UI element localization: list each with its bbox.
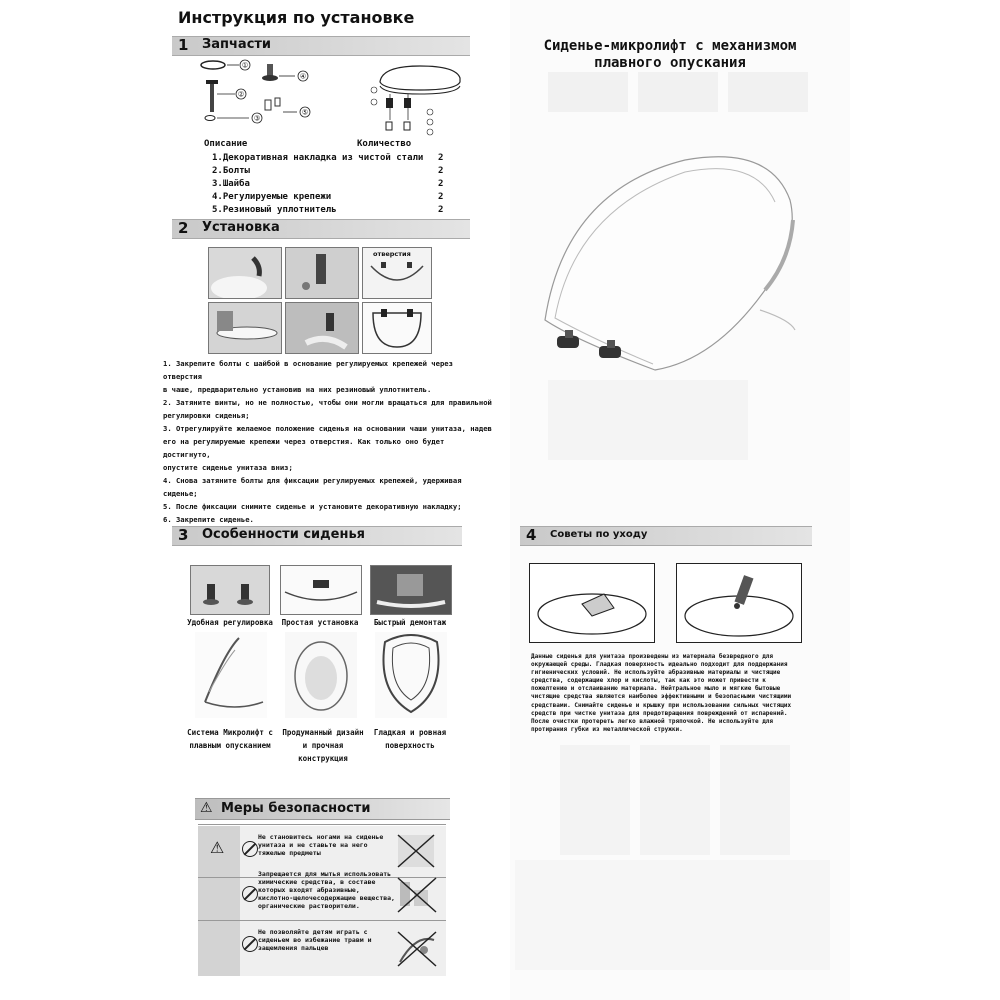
callout-4: ④ <box>299 72 307 81</box>
care-illustration-spray <box>676 563 802 643</box>
section-bar-features <box>172 526 462 546</box>
part-qty: 2 <box>438 179 444 189</box>
care-text-line: Данные сиденья для унитаза произведены из материала безвредного для <box>531 653 774 660</box>
feature-photo-adjust <box>190 565 270 615</box>
feature-photo-surface <box>375 632 447 718</box>
photo-label-holes: отверстия <box>373 250 411 258</box>
section-label: Советы по уходу <box>550 529 648 540</box>
callout-1: ① <box>241 61 249 70</box>
section-label: Установка <box>202 220 280 235</box>
ghost-print <box>515 860 830 970</box>
part-qty: 2 <box>438 153 444 163</box>
install-step-line: 5. После фиксации снимите сиденье и установите декоративную накладку; <box>163 502 462 511</box>
parts-list-header <box>204 139 504 149</box>
section-number: 2 <box>178 219 189 237</box>
care-text-line: средствами. Снимайте сиденье и крышку при использовании сильных чистящих <box>531 701 792 709</box>
parts-list-item <box>212 179 472 189</box>
parts-diagram <box>195 56 330 128</box>
part-qty: 2 <box>438 205 444 215</box>
care-text-line: протирания губки из металлической стружки. <box>531 725 683 733</box>
section-bar-care <box>520 526 812 546</box>
feature-photo-design <box>285 632 357 718</box>
feature-photo-removal <box>370 565 452 615</box>
feature-caption: Удобная регулировка <box>187 618 273 627</box>
care-text-line: средств при чистке унитаза для предотвращения повреждений от испарений. <box>531 709 788 717</box>
feature-caption: Гладкая и ровная поверхность <box>373 728 447 750</box>
install-step-line: 1. Закрепите болты с шайбой в основание регулируемых крепежей через отверстия <box>163 359 453 381</box>
ghost-print <box>548 72 628 112</box>
toilet-seat-product-image <box>535 150 805 380</box>
ghost-print <box>728 72 808 112</box>
product-title-line-1: Сиденье-микролифт с механизмом <box>543 38 797 54</box>
warning-triangle-icon: ⚠ <box>200 800 213 816</box>
part-label: 2.Болты <box>212 166 250 176</box>
care-text-line: гигиенических условий. Не используйте абразивные материалы и чистящие <box>531 669 781 677</box>
parts-list-item <box>212 153 472 163</box>
callout-5: ⑤ <box>301 108 309 117</box>
section-number: 1 <box>178 36 189 54</box>
install-step-line: 4. Снова затяните болты для фиксации регулируемых крепежей, удерживая сиденье; <box>163 476 462 498</box>
install-photo-2 <box>285 247 359 299</box>
safety-item <box>198 920 446 974</box>
feature-caption: Продуманный дизайн и прочная конструкция <box>282 728 364 763</box>
install-photo-4 <box>208 302 282 354</box>
part-label: 4.Регулируемые крепежи <box>212 192 332 202</box>
section-number: 4 <box>526 526 537 544</box>
care-text-line: чистящие средства являются наиболее эффективными и безопасными чистящими <box>531 693 792 701</box>
page-title: Инструкция по установке <box>178 8 415 27</box>
install-step-line: 2. Затяните винты, но не полностью, чтобы они могли вращаться для правильной <box>163 398 492 407</box>
no-children-illustration <box>394 926 440 970</box>
install-photo-6 <box>362 302 432 354</box>
install-step-line: регулировки сиденья; <box>163 411 250 420</box>
parts-list-item <box>212 192 472 202</box>
install-photo-3 <box>362 247 432 299</box>
part-qty: 2 <box>438 192 444 202</box>
feature-caption: Простая установка <box>281 618 359 627</box>
feature-caption: Система Микролифт с плавным опусканием <box>187 728 273 750</box>
prohibition-icon <box>242 841 258 857</box>
section-label: Запчасти <box>202 37 272 52</box>
part-label: 5.Резиновый уплотнитель <box>212 205 337 215</box>
install-steps <box>163 357 493 526</box>
safety-item-text: Не позволяйте детям играть с сиденьем во избежание травм и защемления пальцев <box>258 928 372 952</box>
seat-exploded-diagram <box>360 60 470 140</box>
install-step-line: его на регулируемые крепежи через отверстия. Как только оно будет достигнуто, <box>163 437 445 459</box>
feature-photo-install <box>280 565 362 615</box>
install-step-line: в чаше, предварительно установив на них резиновый уплотнитель. <box>163 385 432 394</box>
prohibition-icon <box>242 886 258 902</box>
section-label: Особенности сиденья <box>202 527 366 542</box>
install-step-line: 3. Отрегулируйте желаемое положение сиденья на основании чаши унитаза, надев <box>163 424 492 433</box>
callout-2: ② <box>237 90 245 99</box>
safety-header <box>195 798 450 820</box>
care-text-line: средства, содержащие хлор и кислоты, так как это может привести к <box>531 677 766 685</box>
safety-title: Меры безопасности <box>221 801 371 816</box>
care-text-line: пожелтению и отслаиванию материала. Нейтральное мыло и мягкие бытовые <box>531 685 781 693</box>
ghost-print <box>638 72 718 112</box>
install-step-line: опустите сиденье унитаза вниз; <box>163 463 293 472</box>
ghost-print <box>720 745 790 855</box>
care-text-line: После очистки протереть легко влажной тряпочкой. Не используйте для <box>531 717 774 725</box>
part-qty: 2 <box>438 166 444 176</box>
warning-triangle-icon: ⚠ <box>210 838 225 857</box>
feature-photo-softclose <box>195 632 267 718</box>
safety-item-text: Не становитесь ногами на сиденье унитаза и не ставьте на него тяжелые предметы <box>258 833 384 857</box>
install-photo-1 <box>208 247 282 299</box>
section-number: 3 <box>178 526 189 544</box>
ghost-print <box>640 745 710 855</box>
part-label: 3.Шайба <box>212 179 250 189</box>
section-bar-parts <box>172 36 470 56</box>
care-illustration-wipe <box>529 563 655 643</box>
product-title-line-2: плавного опускания <box>594 55 746 71</box>
install-step-line: 6. Закрепите сиденье. <box>163 515 254 524</box>
callout-3: ③ <box>253 114 261 123</box>
part-label: 1.Декоративная накладка из чистой стали <box>212 153 424 163</box>
section-bar-installation <box>172 219 470 239</box>
parts-qty-header: Количество <box>357 139 412 149</box>
care-text <box>531 653 821 734</box>
feature-caption: Быстрый демонтаж <box>373 618 447 627</box>
install-photo-5 <box>285 302 359 354</box>
ghost-print <box>548 380 748 460</box>
parts-desc-header: Описание <box>204 139 248 149</box>
safety-item <box>198 866 446 921</box>
parts-list-item <box>212 205 472 215</box>
safety-item-text: Запрещается для мытья использовать химические средства, в составе которых входят абразивные, кислотно-щелочесодержащие вещества, органические растворители. <box>258 870 395 910</box>
prohibition-icon <box>242 936 258 952</box>
parts-list-item <box>212 166 472 176</box>
care-text-line: окружающей среды. Гладкая поверхность идеально подходит для поддержания <box>531 661 788 669</box>
ghost-print <box>560 745 630 855</box>
no-chemicals-illustration <box>394 872 440 916</box>
product-title <box>510 38 830 72</box>
